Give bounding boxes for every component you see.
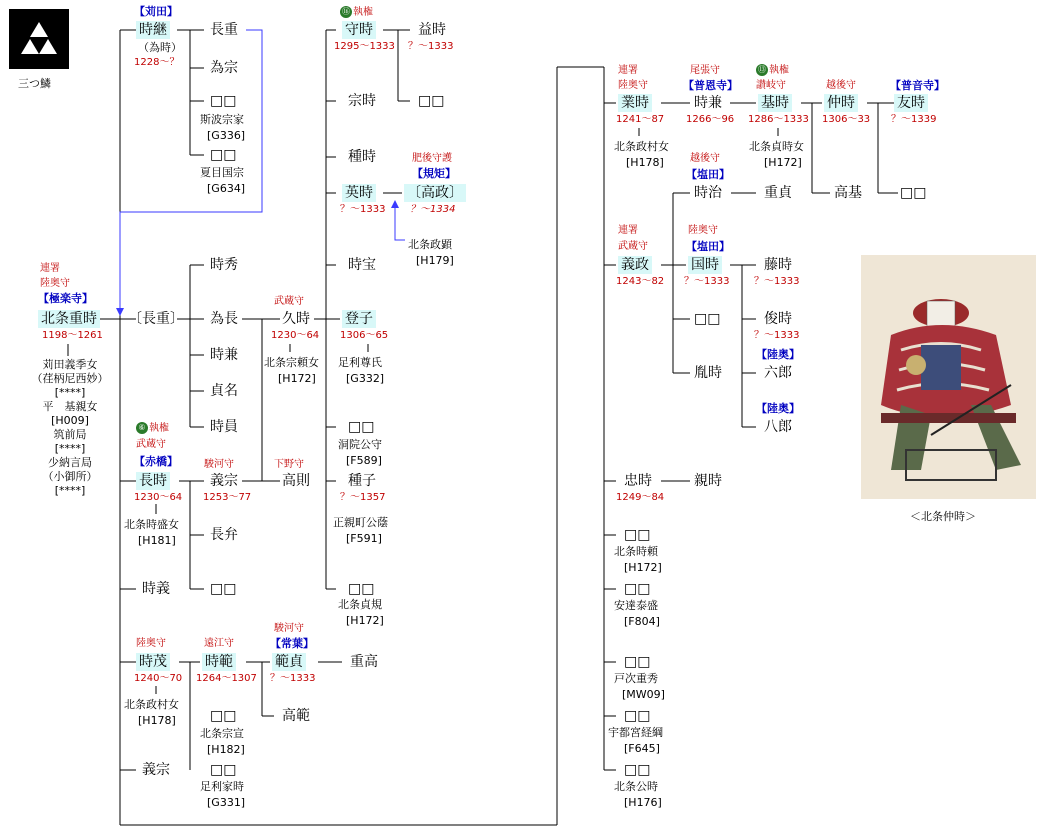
person-nagashige-b[interactable]: 〔長重〕 <box>128 311 184 327</box>
person-tokikane-a[interactable]: 時兼 <box>210 347 238 363</box>
nagatoki-tokuso: ⑥ 執権 <box>136 422 169 435</box>
naritoki-code: [H178] <box>626 156 664 169</box>
nakatoki-years: 1306～33 <box>822 114 871 125</box>
person-naritoki[interactable]: 業時 <box>618 94 652 112</box>
rokuro-temple: 【陸奥】 <box>756 348 800 361</box>
hisatoki-years: 1230～64 <box>271 330 320 341</box>
nagatoki-title: 武蔵守 <box>136 439 166 450</box>
tokishige-title: 陸奥守 <box>136 638 166 649</box>
nagatoki-spouse: 北条時盛女 <box>124 518 179 531</box>
person-yoshimune-a[interactable]: 義宗 <box>210 473 238 489</box>
person-nagaben[interactable]: 長弁 <box>210 527 238 543</box>
person-fujitoki[interactable]: 藤時 <box>764 257 792 273</box>
person-rokuro[interactable]: 六郎 <box>764 365 792 381</box>
yoshimasa-years: 1243～82 <box>616 276 665 287</box>
yoshimasa-title-2: 武蔵守 <box>618 241 648 252</box>
person-tomotoki[interactable]: 友時 <box>894 94 928 112</box>
naritoki-title-1: 連署 <box>618 65 638 76</box>
person-tamemune[interactable]: 為宗 <box>210 60 238 76</box>
hisatoki-spouse: 北条宗頼女 <box>264 356 319 369</box>
kunitoki-years: ？～1333 <box>684 276 730 287</box>
person-mototoki[interactable]: 基時 <box>758 94 792 112</box>
person-toshiko[interactable]: 登子 <box>342 310 376 328</box>
toshiko-years: 1306～65 <box>340 330 389 341</box>
norisada-title: 駿河守 <box>274 623 304 634</box>
person-tokikazu[interactable]: 時員 <box>210 419 238 435</box>
tokinori-title: 遠江守 <box>204 638 234 649</box>
person-sadana[interactable]: 貞名 <box>210 383 238 399</box>
person-d5[interactable]: □□ <box>624 762 651 778</box>
naritoki-years: 1241～87 <box>616 114 665 125</box>
takamasa-years: ？～1334 <box>410 204 456 215</box>
blank2-code: [G634] <box>207 182 246 195</box>
person-takanori2[interactable]: 高範 <box>282 708 310 724</box>
blank7-note: 北条宗宣 <box>200 727 244 740</box>
shigetoki-title-2: 陸奥守 <box>40 278 70 289</box>
person-blank10[interactable]: □□ <box>694 311 721 327</box>
nagatoki-code: [H181] <box>138 534 176 547</box>
person-blank4[interactable]: □□ <box>348 419 375 435</box>
d5-spouse: 北条公時 <box>614 780 658 793</box>
tokuso-number-icon: ⑥ <box>136 422 148 434</box>
hidetoki-years: ？～1333 <box>340 204 386 215</box>
person-blank9[interactable]: □□ <box>900 185 927 201</box>
person-munetoki[interactable]: 宗時 <box>348 93 376 109</box>
person-blank2[interactable]: □□ <box>210 147 237 163</box>
shigetoki-temple: 【極楽寺】 <box>38 292 93 305</box>
person-blank5[interactable]: □□ <box>348 581 375 597</box>
tomotoki-temple: 【普音寺】 <box>890 79 945 92</box>
blank1-note: 斯波宗家 <box>200 113 244 126</box>
person-tokitsugu[interactable]: 時継 <box>136 21 170 39</box>
d2-code: [F804] <box>624 615 660 628</box>
person-blank7[interactable]: □□ <box>210 708 237 724</box>
d3-spouse: 戸次重秀 <box>614 672 658 685</box>
d2-spouse: 安達泰盛 <box>614 599 658 612</box>
mototoki-years: 1286～1333 <box>748 114 809 125</box>
person-nagatoki[interactable]: 長時 <box>136 472 170 490</box>
tokishige-years: 1240～70 <box>134 673 183 684</box>
mototoki-tokuso: ⑬ 執権 <box>758 65 789 76</box>
tokishige-spouse: 北条政村女 <box>124 698 179 711</box>
person-d4[interactable]: □□ <box>624 708 651 724</box>
tokuso-number-icon: ⑬ <box>758 65 766 74</box>
kunitoki-temple: 【塩田】 <box>686 240 730 253</box>
person-hisatoki[interactable]: 久時 <box>282 311 310 327</box>
shigetoki-years: 1198～1261 <box>42 330 103 341</box>
person-takamoto[interactable]: 高基 <box>834 185 862 201</box>
d4-spouse: 宇都宮経綱 <box>608 726 663 739</box>
hisatoki-code: [H172] <box>278 372 316 385</box>
takamasa-temple: 【規矩】 <box>412 167 456 180</box>
person-tokikane-b[interactable]: 時兼 <box>694 95 722 111</box>
mitsuuroko-crest-icon <box>9 9 69 69</box>
d3-code: [MW09] <box>622 688 665 701</box>
person-takamasa[interactable]: 〔高政〕 <box>404 184 466 202</box>
tokiharu-title: 越後守 <box>690 153 720 164</box>
nagatoki-years: 1230～64 <box>134 492 183 503</box>
toshitoki-years: ？～1333 <box>754 330 800 341</box>
tokikane-b-temple: 【普恩寺】 <box>683 79 738 92</box>
tokiharu-temple: 【塩田】 <box>686 168 730 181</box>
masutoki-years: ？～1333 <box>408 41 454 52</box>
blank5-spouse: 北条貞規 <box>338 598 382 611</box>
blank4-code: [F589] <box>346 454 382 467</box>
person-moritoki[interactable]: 守時 <box>342 21 376 39</box>
d5-code: [H176] <box>624 796 662 809</box>
person-hachiro[interactable]: 八郎 <box>764 419 792 435</box>
tokishige-code: [H178] <box>138 714 176 727</box>
d4-code: [F645] <box>624 742 660 755</box>
person-d1[interactable]: □□ <box>624 527 651 543</box>
takamasa-code: [H179] <box>416 254 454 267</box>
moritoki-years: 1295～1333 <box>334 41 395 52</box>
person-tokitaka[interactable]: 時宝 <box>348 257 376 273</box>
person-tokiharu[interactable]: 時治 <box>694 185 722 201</box>
toshiko-spouse: 足利尊氏 <box>338 356 382 369</box>
yoshimune-a-title: 駿河守 <box>204 459 234 470</box>
person-d2[interactable]: □□ <box>624 581 651 597</box>
crest-label: 三つ鱗 <box>18 77 51 90</box>
d1-code: [H172] <box>624 561 662 574</box>
tadatoki-years: 1249～84 <box>616 492 665 503</box>
person-nagashige-a[interactable]: 長重 <box>210 22 238 38</box>
person-norisada[interactable]: 範貞 <box>272 653 306 671</box>
norisada-years: ？～1333 <box>270 673 316 684</box>
person-tokishige[interactable]: 時茂 <box>136 653 170 671</box>
takamasa-title: 肥後守護 <box>412 153 452 164</box>
hachiro-temple: 【陸奥】 <box>756 402 800 415</box>
blank7-code: [H182] <box>207 743 245 756</box>
tokitsugu-alias: （為時） <box>138 41 182 54</box>
norisada-temple: 【常葉】 <box>270 637 314 650</box>
person-masutoki[interactable]: 益時 <box>418 22 446 38</box>
tomotoki-years: ？～1339 <box>891 114 937 125</box>
person-shigesada[interactable]: 重貞 <box>764 185 792 201</box>
person-toshitoki[interactable]: 俊時 <box>764 311 792 327</box>
tokikane-b-years: 1266～96 <box>686 114 735 125</box>
kunitoki-title: 陸奥守 <box>688 225 718 236</box>
person-yoshimune-b[interactable]: 義宗 <box>142 762 170 778</box>
shigetoki-spouse-list: 苅田義季女 （荏柄尼西妙） [****] 平 基親女 [H009] 筑前局 [****] 少納言局 （小御所） [****] <box>31 358 109 497</box>
person-yoshimasa[interactable]: 義政 <box>618 256 652 274</box>
blank5-code: [H172] <box>346 614 384 627</box>
tokuso-number-icon: ⑯ <box>342 7 350 16</box>
person-tanetoki2[interactable]: 胤時 <box>694 365 722 381</box>
yoshimune-a-years: 1253～77 <box>203 492 252 503</box>
taneko-code: [F591] <box>346 532 382 545</box>
mototoki-code: [H172] <box>764 156 802 169</box>
person-tanetoki[interactable]: 種時 <box>348 149 376 165</box>
hisatoki-title: 武蔵守 <box>274 296 304 307</box>
blank4-spouse: 洞院公守 <box>338 438 382 451</box>
person-blank1[interactable]: □□ <box>210 93 237 109</box>
nakatoki-title: 越後守 <box>826 80 856 91</box>
person-taneko[interactable]: 種子 <box>348 473 376 489</box>
tokikane-b-title: 尾張守 <box>690 65 720 76</box>
person-tokihide[interactable]: 時秀 <box>210 257 238 273</box>
moritoki-tokuso: ⑯ 執権 <box>342 7 373 18</box>
person-shigetaka[interactable]: 重高 <box>350 654 378 670</box>
nakatoki-portrait-image <box>861 255 1036 499</box>
blank8-code: [G331] <box>207 796 246 809</box>
person-chikatoki[interactable]: 親時 <box>694 473 722 489</box>
person-tokinori[interactable]: 時範 <box>202 653 236 671</box>
person-d3[interactable]: □□ <box>624 654 651 670</box>
tokitsugu-years: 1228～？ <box>134 57 180 68</box>
person-takanori[interactable]: 高則 <box>282 473 310 489</box>
person-blank3[interactable]: □□ <box>418 93 445 109</box>
takanori-title: 下野守 <box>274 459 304 470</box>
fujitoki-years: ？～1333 <box>754 276 800 287</box>
person-nakatoki[interactable]: 仲時 <box>824 94 858 112</box>
shigetoki-title-1: 連署 <box>40 263 60 274</box>
person-blank6[interactable]: □□ <box>210 581 237 597</box>
blank1-code: [G336] <box>207 129 246 142</box>
person-kunitoki[interactable]: 国時 <box>688 256 722 274</box>
blank8-note: 足利家時 <box>200 780 244 793</box>
person-tokiyoshi[interactable]: 時義 <box>142 581 170 597</box>
blank2-note: 夏目国宗 <box>200 166 244 179</box>
taneko-spouse: 正親町公蔭 <box>333 516 388 529</box>
nagatoki-temple: 【赤橋】 <box>134 455 178 468</box>
d1-spouse: 北条時頼 <box>614 545 658 558</box>
person-tadatoki[interactable]: 忠時 <box>624 473 652 489</box>
portrait-caption: ＜北条仲時＞ <box>910 510 976 523</box>
naritoki-title-2: 陸奥守 <box>618 80 648 91</box>
tokitsugu-temple: 【苅田】 <box>134 5 178 18</box>
mototoki-title: 讃岐守 <box>756 80 786 91</box>
person-tamenaga[interactable]: 為長 <box>210 311 238 327</box>
yoshimasa-title-1: 連署 <box>618 225 638 236</box>
person-blank8[interactable]: □□ <box>210 762 237 778</box>
tokinori-years: 1264～1307 <box>196 673 257 684</box>
toshiko-code: [G332] <box>346 372 385 385</box>
mototoki-spouse: 北条貞時女 <box>749 140 804 153</box>
naritoki-spouse: 北条政村女 <box>614 140 669 153</box>
person-hidetoki[interactable]: 英時 <box>342 184 376 202</box>
taneko-years: ？～1357 <box>340 492 386 503</box>
person-shigetoki[interactable]: 北条重時 <box>38 310 100 328</box>
takamasa-note: 北条政顕 <box>408 238 452 251</box>
